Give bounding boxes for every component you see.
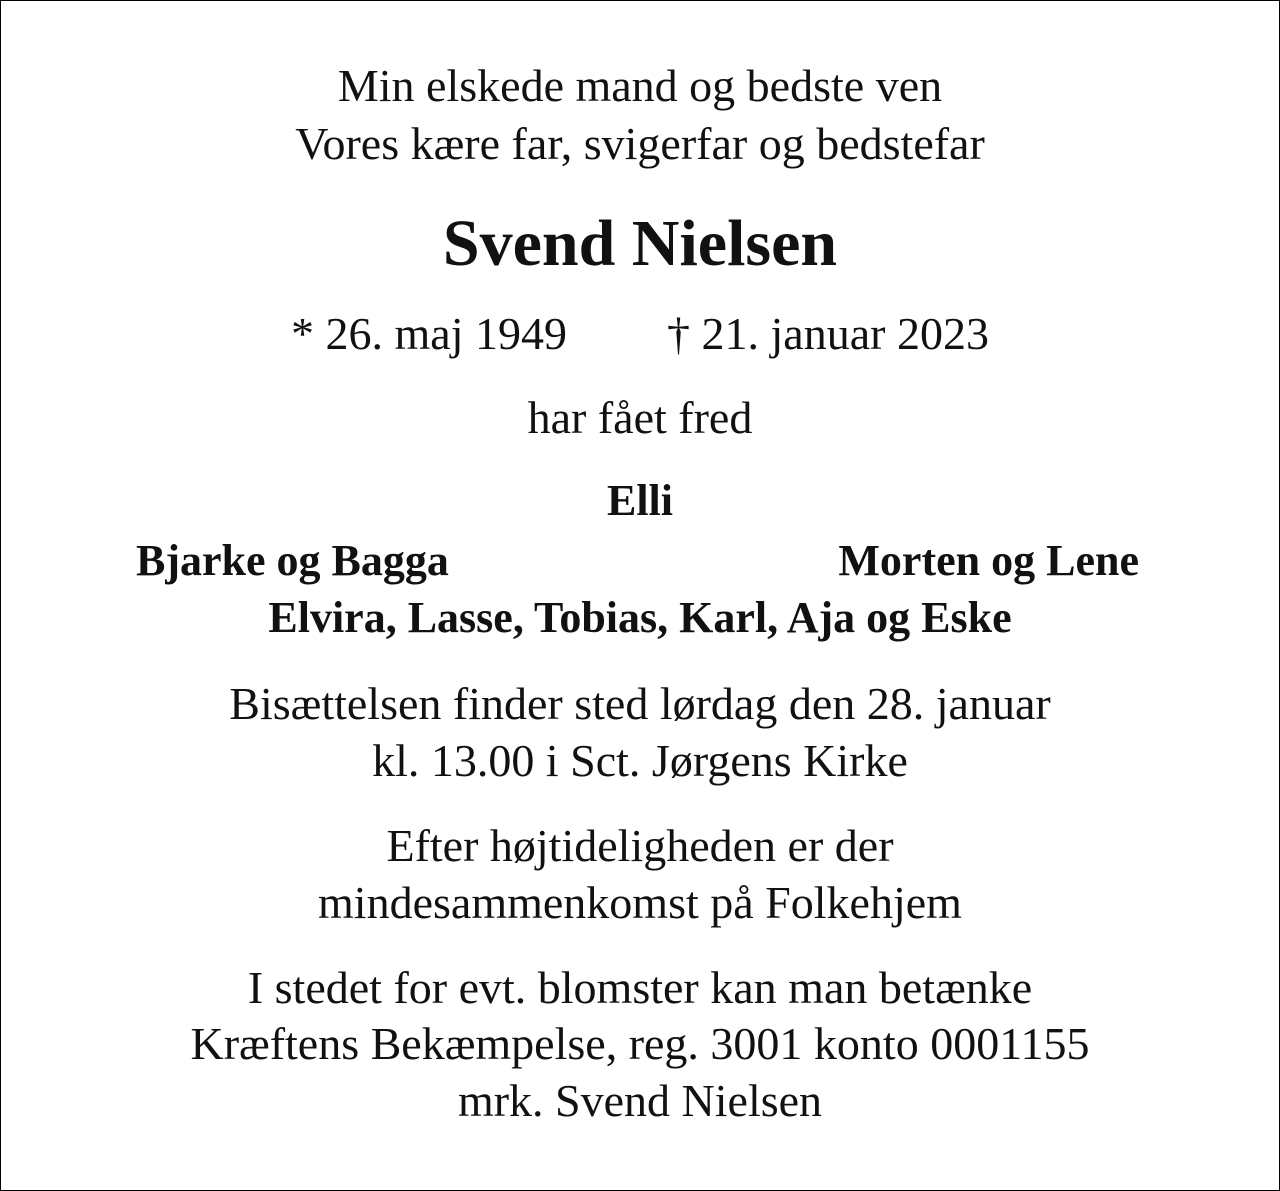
donation-line-2: Kræftens Bekæmpelse, reg. 3001 konto 0001155: [190, 1018, 1090, 1069]
donation-line-1: I stedet for evt. blomster kan man betænke: [247, 962, 1033, 1013]
death-date: † 21. januar 2023: [667, 308, 989, 359]
dates-line: [1, 304, 1279, 364]
family-left: Bjarke og Bagga: [136, 536, 449, 585]
funeral-line-2: kl. 13.00 i Sct. Jørgens Kirke: [372, 735, 908, 786]
spouse: Elli: [606, 476, 674, 525]
intro-line-2: Vores kære far, svigerfar og bedstefar: [295, 118, 985, 169]
gathering-line-1: Efter højtideligheden er der: [386, 820, 894, 871]
gathering-line-2: mindesammenkomst på Folkehjem: [318, 877, 962, 928]
intro-line-1: Min elskede mand og bedste ven: [337, 60, 943, 111]
birth-date: * 26. maj 1949: [291, 308, 568, 359]
family-right: Morten og Lene: [838, 536, 1139, 585]
phrase: har fået fred: [527, 392, 753, 443]
donation-line-3: mrk. Svend Nielsen: [457, 1075, 823, 1126]
grandchildren: Elvira, Lasse, Tobias, Karl, Aja og Eske: [268, 593, 1012, 642]
deceased-name: Svend Nielsen: [442, 207, 838, 280]
funeral-line-1: Bisættelsen finder sted lørdag den 28. januar: [229, 678, 1051, 729]
